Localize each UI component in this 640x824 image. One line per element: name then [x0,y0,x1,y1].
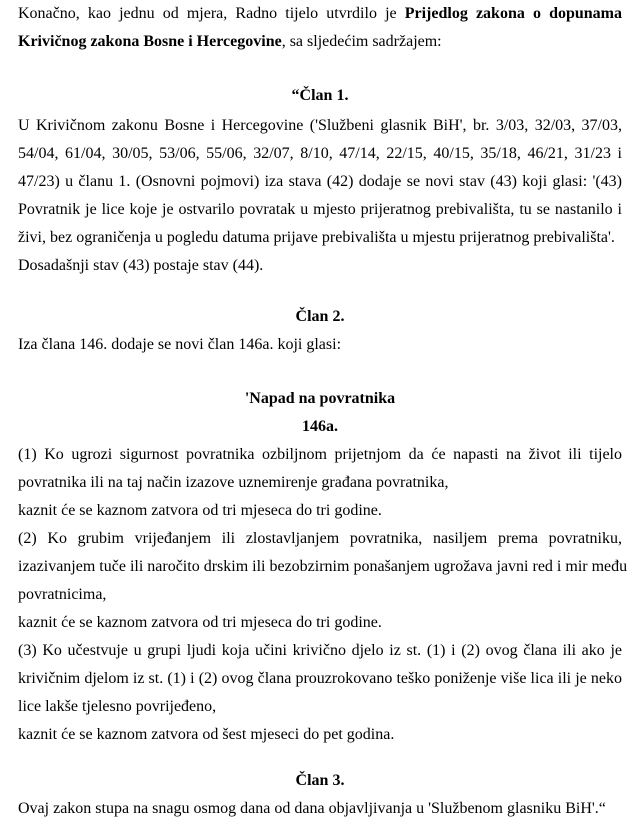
article-2-line: izazivanjem tuče ili naročito drskim ili bezobzirnim ponašanjem ugrožava javni red i mir među [18,558,628,575]
article-3-heading: Član 3. [295,772,345,789]
article-2-line: povratnika ili na taj način izazove uznemirenje građana povratnika, [18,474,449,491]
article-2-line: (2) Ko grubim vrijeđanjem ili zlostavljanjem povratnika, nasiljem prema povratniku, [18,530,622,547]
intro-suffix: , sa sljedećim sadržajem: [281,33,442,50]
article-2-line: kaznit će se kaznom zatvora od šest mjeseci do pet godina. [18,726,395,743]
article-1-line: Povratnik je lice koje je ostvarilo povratak u mjesto prijeratnog prebivališta, tu se nastanilo i [18,201,622,218]
article-2-line: (3) Ko učestvuje u grupi ljudi koja učini krivično djelo iz st. (1) i (2) ovog člana ili ako je [18,642,622,659]
article-2-line: (1) Ko ugrozi sigurnost povratnika ozbiljnom prijetnjom da će napasti na život ili tijelo [18,446,622,463]
article-2-intro: Iza člana 146. dodaje se novi član 146a. koji glasi: [18,336,342,353]
article-1-heading: “Član 1. [291,87,349,104]
article-2-heading: Član 2. [295,308,345,325]
article-3-text: Ovaj zakon stupa na snagu osmog dana od dana objavljivanja u 'Službenom glasniku BiH'.“ [18,800,606,817]
article-2-line: kaznit će se kaznom zatvora od tri mjeseca do tri godine. [18,614,382,631]
article-1-line: živi, bez ograničenja u pogledu datuma prijave prebivališta u mjestu prijeratnog prebivališta'. [18,229,615,246]
article-2-line: kaznit će se kaznom zatvora od tri mjeseca do tri godine. [18,502,382,519]
article-1-line: U Krivičnom zakonu Bosne i Hercegovine ('Službeni glasnik BiH', br. 3/03, 32/03, 37/03, [18,117,622,134]
article-2-line: krivičnim djelom iz st. (1) i (2) ovog člana prouzrokovano teško poniženje više lica ili je neko [18,670,622,687]
article-1-line: 54/04, 61/04, 30/05, 53/06, 55/06, 32/07, 8/10, 47/14, 22/15, 40/15, 35/18, 46/21, 31/23 i [18,145,622,162]
article-2-line: lice lakše tjelesno povrijeđeno, [18,698,217,715]
intro-line-1 [18,4,622,24]
article-1-line: Dosadašnji stav (43) postaje stav (44). [18,257,264,274]
subarticle-number: 146a. [302,418,338,435]
intro-line-2 [18,32,442,52]
subarticle-title: 'Napad na povratnika [244,390,396,407]
article-2-line: povratnicima, [18,586,107,603]
law-name-bold: Krivičnog zakona Bosne i Hercegovine [18,33,282,50]
intro-text: Konačno, kao jednu od mjera, Radno tijelo utvrdilo je [18,5,405,22]
law-title-bold: Prijedlog zakona o dopunama [404,5,622,22]
article-1-line: 47/23) u članu 1. (Osnovni pojmovi) iza stava (42) dodaje se novi stav (43) koji glasi: '(43) [18,173,622,190]
